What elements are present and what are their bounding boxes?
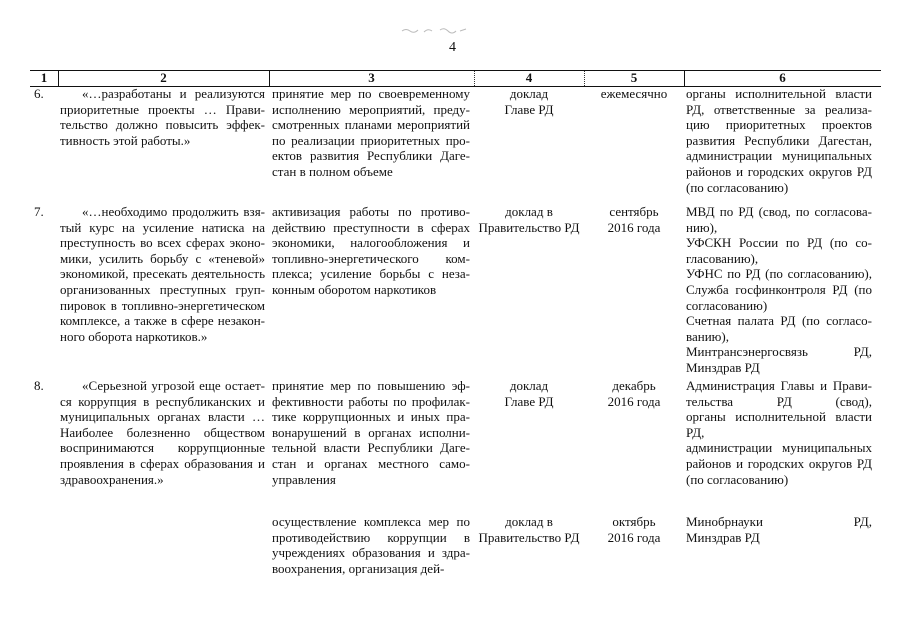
- cell-measures-line: ектов развития Республики Даге-: [272, 148, 470, 164]
- header-col-3: 3: [368, 70, 375, 85]
- cell-measures-line: учреждениях образования и здра-: [272, 545, 470, 561]
- cell-executors-line: администрации муниципальных: [686, 148, 872, 164]
- cell-deadline-line: сентябрь: [609, 204, 659, 219]
- cell-executors-line: органы исполнительной власти: [686, 409, 872, 425]
- cell-quote-line: Наиболее болезненно обществом: [60, 424, 265, 440]
- cell-num-line: 7.: [34, 204, 44, 219]
- cell-report-line: Главе РД: [504, 393, 554, 409]
- cell-measures-line: топливно-энергетического ком-: [272, 250, 470, 266]
- cell-executors-line: Минобрнауки РД,: [686, 514, 872, 529]
- cell-measures-line: принятие мер по своевременному: [272, 86, 470, 101]
- cell-quote-line: тивность этой работы.»: [60, 132, 191, 148]
- cell-executors-line: тельства РД (свод),: [686, 393, 872, 409]
- cell-quote-line: экономикой, пресекать деятельность: [60, 266, 265, 282]
- cell-measures-line: экономики, налогообложения и: [272, 235, 470, 251]
- cell-measures-line: действию преступности в сферах: [272, 219, 470, 235]
- cell-deadline-line: ежемесячно: [600, 86, 668, 101]
- header-divider: [474, 71, 475, 86]
- cell-quote-line: преступность во всех сферах эконо-: [60, 235, 265, 251]
- cell-executors-line: МВД по РД (свод, по согласова-: [686, 204, 872, 219]
- cell-measures-line: осуществление комплекса мер по: [272, 514, 470, 529]
- cell-measures-line: исполнению мероприятий, преду-: [272, 101, 470, 117]
- cell-executors-line: РД,: [686, 424, 705, 440]
- cell-deadline-line: декабрь: [612, 378, 656, 393]
- cell-executors-line: Минтрансэнергосвязь РД,: [686, 344, 872, 360]
- cell-executors-line: (по согласованию): [686, 471, 789, 487]
- cell-executors-line: Счетная палата РД (по согласо-: [686, 313, 872, 329]
- cell-report-line: доклад: [509, 86, 549, 101]
- cell-executors-line: Минздрав РД: [686, 360, 760, 375]
- header-divider: [58, 71, 59, 86]
- header-divider: [684, 71, 685, 86]
- cell-executors-line: районов и городских округов РД: [686, 164, 872, 179]
- cell-quote-line: «Серьезной угрозой еще остает-: [82, 378, 265, 393]
- cell-measures-line: принятие мер по повышению эф-: [272, 378, 470, 393]
- cell-measures-line: плекса; усиление борьбы с неза-: [272, 266, 470, 282]
- cell-quote-line: муниципальных органах власти …: [60, 409, 265, 425]
- cell-num-line: 6.: [34, 86, 44, 101]
- cell-quote-line: ся коррупция в республиканских и: [60, 393, 265, 409]
- cell-measures-line: воохранения, организация дей-: [272, 560, 445, 576]
- cell-report-line: Главе РД: [504, 101, 554, 117]
- cell-quote-line: мики, усилить борьбу с «теневой»: [60, 250, 265, 266]
- cell-deadline-line: октябрь: [612, 514, 656, 529]
- cell-quote-line: пировок в топливно-энергетическом: [60, 297, 265, 313]
- cell-executors-line: Администрация Главы и Прави-: [686, 378, 872, 393]
- cell-deadline-line: 2016 года: [607, 393, 661, 409]
- header-col-4: 4: [525, 70, 533, 85]
- cell-quote-line: комплексе, а также в сфере незакон-: [60, 313, 265, 329]
- header-divider: [584, 71, 585, 86]
- cell-measures-line: по реализации приоритетных про-: [272, 132, 470, 148]
- cell-measures-line: стан и органах местного само-: [272, 456, 470, 471]
- cell-quote-line: приоритетные проекты … Прави-: [60, 101, 265, 117]
- cell-executors-line: администрации муниципальных: [686, 440, 872, 456]
- cell-executors-line: органы исполнительной власти: [686, 86, 872, 101]
- header-col-5: 5: [630, 70, 638, 85]
- cell-executors-line: гласованию),: [686, 250, 759, 266]
- cell-executors-line: районов и городских округов РД: [686, 456, 872, 471]
- cell-quote-line: «…необходимо продолжить взя-: [82, 204, 265, 219]
- cell-executors-line: Служба госфинконтроля РД (по: [686, 282, 872, 297]
- cell-executors-line: РД, ответственные за реализа-: [686, 101, 872, 117]
- cell-measures-line: конным оборотом наркотиков: [272, 282, 437, 297]
- scan-artifact: [400, 26, 470, 34]
- cell-measures-line: тельной власти Республики Даге-: [272, 440, 470, 456]
- cell-quote-line: «…разработаны и реализуются: [82, 86, 265, 101]
- cell-executors-line: (по согласованию): [686, 179, 789, 195]
- header-divider: [269, 71, 270, 86]
- cell-report-line: Правительство РД: [478, 219, 580, 235]
- cell-deadline-line: 2016 года: [607, 219, 661, 235]
- cell-executors-line: Минздрав РД: [686, 529, 760, 545]
- cell-measures-line: смотренных планами мероприятий: [272, 117, 470, 133]
- cell-quote-line: ного оборота наркотиков.»: [60, 328, 208, 344]
- cell-executors-line: УФСКН России по РД (по со-: [686, 235, 872, 251]
- cell-measures-line: активизация работы по противо-: [272, 204, 470, 219]
- cell-report-line: доклад: [509, 378, 549, 393]
- header-col-6: 6: [779, 70, 786, 85]
- cell-measures-line: стан в полном объеме: [272, 164, 393, 179]
- cell-num-line: 8.: [34, 378, 44, 393]
- cell-report-line: доклад в: [505, 514, 553, 529]
- cell-report-line: доклад в: [505, 204, 553, 219]
- cell-measures-line: управления: [272, 471, 336, 487]
- cell-measures-line: тике коррупционных и иных пра-: [272, 409, 470, 425]
- cell-quote-line: тый курс на усиление натиска на: [60, 219, 265, 235]
- cell-quote-line: здравоохранения.»: [60, 471, 164, 487]
- cell-executors-line: ванию),: [686, 328, 729, 344]
- cell-measures-line: фективности работы по профилак-: [272, 393, 470, 409]
- cell-quote-line: воспринимаются коррупционные: [60, 440, 265, 456]
- cell-executors-line: цию приоритетных проектов: [686, 117, 872, 133]
- header-col-1: 1: [40, 70, 48, 85]
- cell-quote-line: проявления в сферах образования и: [60, 456, 265, 471]
- cell-measures-line: противодействию коррупции в: [272, 529, 470, 545]
- table-header: [30, 70, 881, 87]
- cell-executors-line: согласованию): [686, 297, 768, 313]
- cell-executors-line: УФНС по РД (по согласованию),: [686, 266, 872, 282]
- cell-executors-line: развития Республики Дагестан,: [686, 132, 872, 148]
- cell-quote-line: организованных преступных груп-: [60, 282, 265, 297]
- cell-deadline-line: 2016 года: [607, 529, 661, 545]
- cell-quote-line: тельство должно повысить эффек-: [60, 117, 265, 133]
- cell-executors-line: нию),: [686, 219, 718, 235]
- cell-measures-line: вонарушений в органах исполни-: [272, 424, 470, 440]
- cell-report-line: Правительство РД: [478, 529, 580, 545]
- header-col-2: 2: [160, 70, 167, 85]
- page-number: 4: [449, 40, 456, 55]
